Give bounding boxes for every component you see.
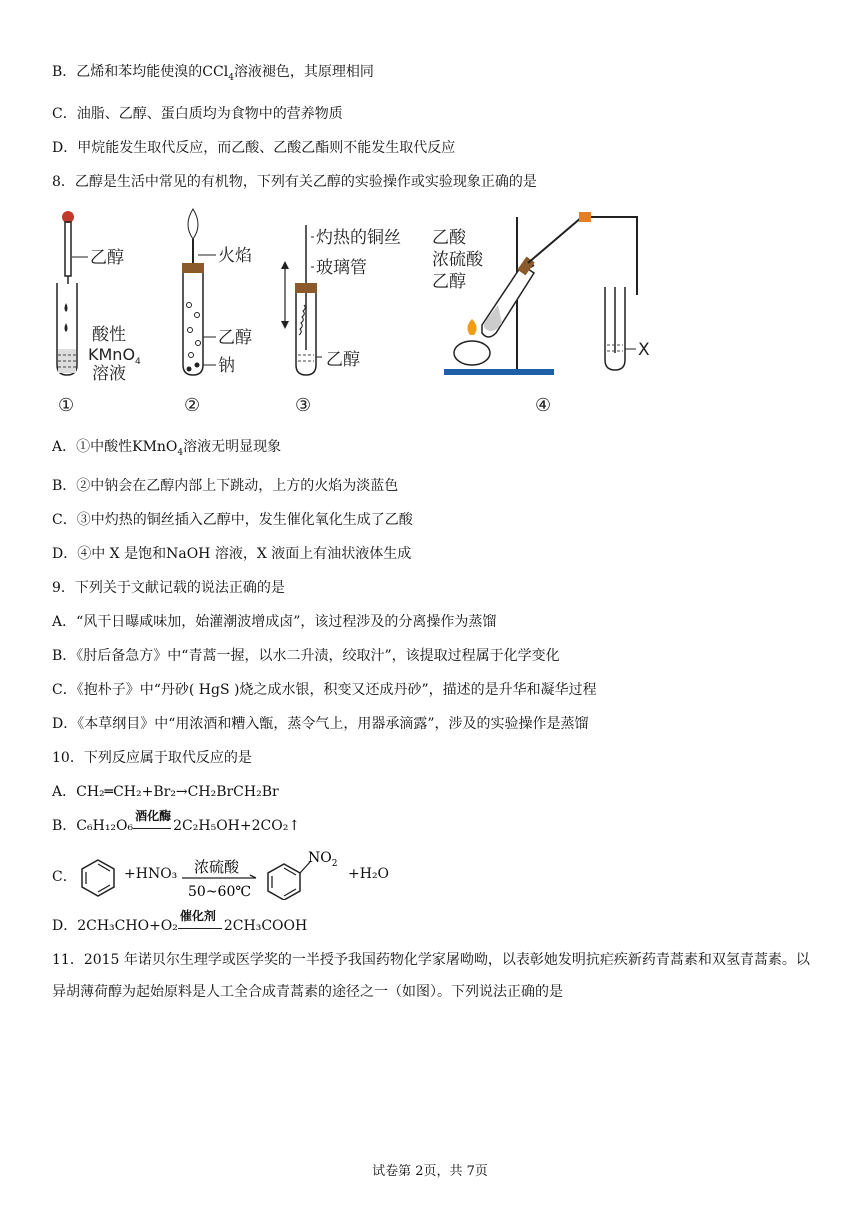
tube-joint <box>579 212 591 222</box>
q9-option-b: B．《肘后备急方》中“青蒿一握，以水二升渍，绞取汁”，该提取过程属于化学变化 <box>52 648 560 664</box>
stopper-2 <box>182 263 204 273</box>
q10b-condition: 酒化酶 <box>135 809 172 823</box>
dropper-bulb <box>62 211 74 223</box>
label-glass-tube: 玻璃管 <box>316 258 367 278</box>
benzene-ring-reactant <box>82 860 114 896</box>
apparatus-4 <box>432 212 650 415</box>
q10-stem: 10．下列反应属于取代反应的是 <box>52 750 252 766</box>
q10-option-a: A．CH₂═CH₂+Br₂→CH₂BrCH₂Br <box>52 784 279 800</box>
label-ethanol-2: 乙醇 <box>218 328 252 348</box>
q8-option-c: C．③中灼热的铜丝插入乙醇中，发生催化氧化生成了乙酸 <box>52 512 413 528</box>
q10c-condition-top: 浓硫酸 <box>194 858 240 876</box>
apparatus-1 <box>57 211 141 415</box>
label-x: X <box>638 340 650 360</box>
apparatus-2 <box>182 209 252 415</box>
apparatus-3 <box>281 225 401 415</box>
q8-option-b: B．②中钠会在乙醇内部上下跳动，上方的火焰为淡蓝色 <box>52 478 399 494</box>
label-acidic: 酸性 <box>92 325 126 345</box>
dropper-tube <box>65 222 71 276</box>
label-ethanol-4: 乙醇 <box>432 272 466 292</box>
apparatus-number-1: ① <box>58 395 75 415</box>
q7-option-b: B．乙烯和苯均能使溴的CCl$_4$溶液褪色，其原理相同 <box>52 64 374 83</box>
label-hot-copper: 灼热的铜丝 <box>316 228 401 248</box>
label-flame: 火焰 <box>218 246 252 266</box>
label-kmno4: KMnO$_4$ <box>88 345 141 367</box>
q10-option-d: D．2CH₃CHO+O₂ 催化剂 2CH₃COOH <box>52 916 307 936</box>
lamp-flame-icon <box>467 319 476 335</box>
q10-option-c: C． 浓硫酸 50~60℃ $NO_2$ +HNO₃ +H₂O <box>52 848 452 900</box>
label-sodium: 钠 <box>218 356 235 376</box>
label-solution: 溶液 <box>92 364 126 384</box>
test-tube-2 <box>183 273 203 375</box>
q9-option-a: A．“风干日曝咸味加，始灌潮波增成卤”，该过程涉及的分离操作为蒸馏 <box>52 614 497 630</box>
label-ethanol-1: 乙醇 <box>90 248 124 268</box>
q9-option-c: C．《抱朴子》中“丹砂( HgS )烧之成水银，积变又还成丹砂”，描述的是升华和凝华过程 <box>52 682 597 698</box>
q7-option-d: D．甲烷能发生取代反应，而乙酸、乙酸乙酯则不能发生取代反应 <box>52 140 456 156</box>
nitro-group: $NO_2$ <box>308 850 338 869</box>
label-ethanol-3: 乙醇 <box>326 350 360 370</box>
q10-option-b: B．C₆H₁₂O₆ 酒化酶 2C₂H₅OH+2CO₂↑ <box>52 816 300 836</box>
page-footer: 试卷第 2页，共 7页 <box>372 1164 488 1179</box>
apparatus-number-4: ④ <box>535 395 552 415</box>
q10d-condition: 催化剂 <box>179 909 216 923</box>
apparatus-number-2: ② <box>184 395 201 415</box>
q8-option-d: D．④中 X 是饱和NaOH 溶液，X 液面上有油状液体生成 <box>52 546 412 562</box>
q8-option-a: A．①中酸性KMnO$_4$溶液无明显现象 <box>52 439 282 458</box>
label-acetic-acid: 乙酸 <box>432 228 466 248</box>
apparatus-number-3: ③ <box>295 395 312 415</box>
q10c-condition-bottom: 50~60℃ <box>188 884 252 900</box>
label-conc-h2so4: 浓硫酸 <box>432 250 483 270</box>
q9-stem: 9．下列关于文献记载的说法正确的是 <box>52 580 285 596</box>
flame-icon <box>188 209 198 239</box>
delivery-tube <box>528 217 637 295</box>
stand-base <box>444 369 554 375</box>
stopper-3 <box>295 283 317 293</box>
ethanol-experiment-figure <box>52 205 672 415</box>
alcohol-lamp <box>454 341 490 365</box>
q8-stem: 8．乙醇是生活中常见的有机物，下列有关乙醇的实验操作或实验现象正确的是 <box>52 174 537 190</box>
q11-stem: 11．2015 年诺贝尔生理学或医学奖的一半授予我国药物化学家屠呦呦，以表彰她发明抗疟疾新药青蒿素和双氢青蒿素。以异胡薄荷醇为起始原料是人工全合成青蒿素的途径之一（如图）。下列说法正确的是 <box>52 952 810 1000</box>
q9-option-d: D．《本草纲目》中“用浓酒和糟入甑，蒸令气上，用器承滴露”，涉及的实验操作是蒸馏 <box>52 716 589 732</box>
q7-option-c: C．油脂、乙醇、蛋白质均为食物中的营养物质 <box>52 106 343 122</box>
benzene-ring-product <box>268 864 300 900</box>
